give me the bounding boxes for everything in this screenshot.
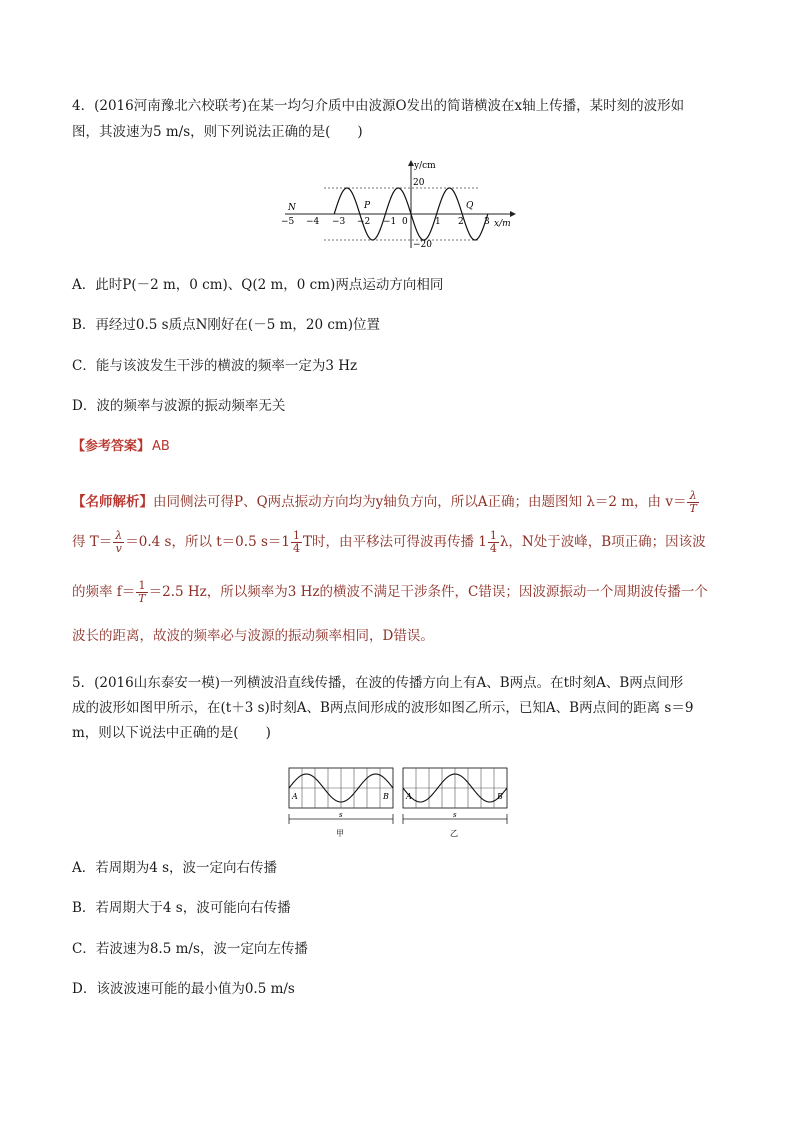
explain-text: 的频率 f＝ — [72, 584, 136, 600]
fraction: $\frac{1}{4}$ — [489, 529, 497, 555]
fraction: $\frac{\lambda}{T}$ — [689, 489, 697, 515]
explain-tag: 【名师解析】 — [72, 494, 153, 510]
point-a-label: A — [406, 792, 412, 801]
explain-text: λ，N处于波峰，B项正确；因该波 — [499, 534, 706, 550]
distance-label: s — [453, 811, 457, 819]
x-tick: 3 — [484, 217, 490, 227]
q4-option-a: A．此时P(－2 m，0 cm)、Q(2 m，0 cm)两点运动方向相同 — [72, 277, 444, 293]
fraction: $\frac{1}{4}$ — [292, 529, 300, 555]
explain-text: T时，由平移法可得波再传播 1 — [302, 534, 487, 550]
q4-wave-figure — [280, 158, 520, 250]
q5-stem-line1: 5．(2016山东泰安一模)一列横波沿直线传播，在波的传播方向上有A、B两点。在t时刻A、B两点间形 — [72, 675, 684, 691]
label-yi: 乙 — [450, 829, 458, 838]
q4-option-d: D．波的频率与波源的振动频率无关 — [72, 398, 286, 414]
fraction: $\frac{1}{T}$ — [138, 579, 146, 605]
q4-answer — [72, 437, 170, 457]
x-tick: −5 — [281, 217, 295, 227]
q5-option-b: B．若周期大于4 s，波可能向右传播 — [72, 900, 291, 916]
explain-text: 由同侧法可得P、Q两点振动方向均为y轴负方向，所以A正确；由题图知 λ＝2 m，由 v＝ — [153, 494, 687, 510]
x-axis-arrow — [510, 211, 516, 217]
x-tick: 1 — [435, 217, 441, 227]
x-tick: 0 — [402, 217, 408, 227]
x-tick: −2 — [357, 217, 371, 227]
q5-wave-figure — [284, 766, 514, 840]
explain-row-1 — [72, 490, 700, 515]
q5-option-d: D．该波波速可能的最小值为0.5 m/s — [72, 981, 295, 997]
distance-label: s — [339, 811, 343, 819]
q5-stem-line3: m，则以下说法中正确的是( ) — [72, 725, 271, 741]
y-tick-neg20: −20 — [413, 240, 432, 250]
point-b-label: B — [383, 792, 389, 801]
explain-text: 得 T＝ — [72, 534, 113, 550]
explain-text: ＝2.5 Hz，所以频率为3 Hz的横波不满足干涉条件，C错误；因波源振动一个周期波传播一个 — [148, 584, 708, 600]
q4-option-c: C．能与该波发生干涉的横波的频率一定为3 Hz — [72, 358, 358, 374]
q4-stem-line1: 4．(2016河南豫北六校联考)在某一均匀介质中由波源O发出的简谐横波在x轴上传播，某时刻的波形如 — [72, 98, 685, 114]
q5-option-c: C．若波速为8.5 m/s，波一定向左传播 — [72, 941, 308, 957]
q4-stem-line2: 图，其波速为5 m/s，则下列说法正确的是( ) — [72, 124, 363, 140]
answer-tag: 【参考答案】 — [72, 439, 151, 454]
point-n-label: N — [288, 203, 296, 213]
x-tick: −4 — [306, 217, 320, 227]
x-tick: −3 — [332, 217, 346, 227]
q4-option-b: B．再经过0.5 s质点N刚好在(－5 m，20 cm)位置 — [72, 317, 380, 333]
point-b-label: B — [497, 792, 503, 801]
explain-row-3 — [72, 580, 708, 605]
explain-text: ＝0.4 s，所以 t＝0.5 s＝1 — [125, 534, 290, 550]
point-p-label: P — [364, 201, 371, 211]
explain-row-4: 波长的距离，故波的频率必与波源的振动频率相同，D错误。 — [72, 628, 434, 644]
y-tick-20: 20 — [413, 178, 425, 188]
x-tick: 2 — [458, 217, 464, 227]
x-axis-label: x/m — [494, 219, 511, 229]
x-tick: −1 — [383, 217, 397, 227]
point-q-label: Q — [466, 201, 474, 211]
explain-row-2 — [72, 530, 706, 555]
fraction: $\frac{\lambda}{v}$ — [115, 529, 123, 555]
q5-option-a: A．若周期为4 s，波一定向右传播 — [72, 860, 278, 876]
answer-value: AB — [152, 439, 170, 454]
y-axis-label: y/cm — [414, 161, 436, 171]
point-a-label: A — [292, 792, 298, 801]
q5-stem-line2: 成的波形如图甲所示，在(t＋3 s)时刻A、B两点间形成的波形如图乙所示，已知A、B两点间的距离 s＝9 — [72, 700, 694, 716]
label-jia: 甲 — [336, 829, 344, 838]
